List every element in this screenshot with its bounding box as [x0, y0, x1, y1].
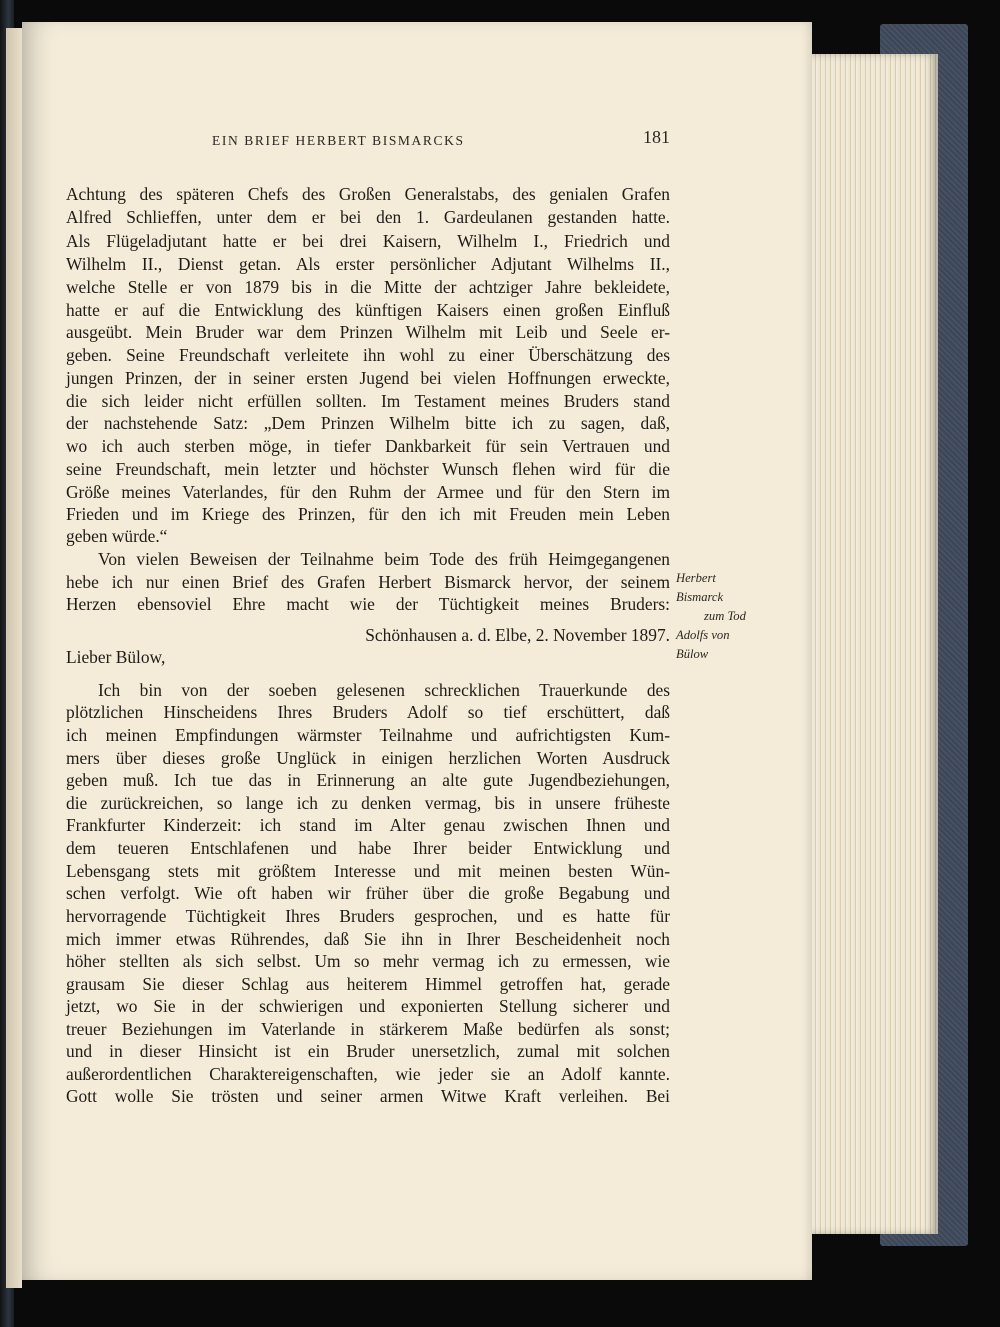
margin-note-line: Bismarck	[676, 590, 724, 604]
text-line: welche Stelle er von 1879 bis in die Mitte der achtziger Jahre bekleidete,	[66, 277, 670, 297]
text-line: Wilhelm II., Dienst getan. Als erster persönlicher Adjutant Wilhelms II.,	[66, 254, 670, 274]
text-line: Von vielen Beweisen der Teilnahme beim Tode des früh Heimgegangenen	[98, 549, 670, 569]
text-line: mers über dieses große Unglück in einigen herzlichen Worten Ausdruck	[66, 748, 670, 768]
text-line: ich meinen Empfindungen wärmster Teilnahme und aufrichtigsten Kum-	[66, 725, 670, 745]
text-line: hatte er auf die Entwicklung des künftigen Kaisers einen großen Einfluß	[66, 300, 670, 320]
text-line: Frieden und im Kriege des Prinzen, für den ich mit Freuden mein Leben	[66, 504, 670, 524]
text-line: Gott wolle Sie trösten und seiner armen Witwe Kraft verleihen. Bei	[66, 1086, 670, 1106]
margin-note-line: Bülow	[676, 647, 709, 661]
text-line: seine Freundschaft, mein letzter und höchster Wunsch flehen wird für die	[66, 459, 670, 479]
text-line: und in dieser Hinsicht ist ein Bruder unersetzlich, zumal mit solchen	[66, 1041, 670, 1061]
text-line: grausam Sie dieser Schlag aus heiterem Himmel getroffen hat, gerade	[66, 974, 670, 994]
text-line: Alfred Schlieffen, unter dem er bei den 1. Gardeulanen gestanden hatte.	[66, 207, 670, 227]
page-number: 181	[643, 127, 670, 147]
margin-note-line: zum Tod	[704, 609, 746, 623]
left-page-edge	[6, 28, 22, 1288]
text-line: außerordentlichen Charaktereigenschaften, wie jeder sie an Adolf kannte.	[66, 1064, 670, 1084]
text-line: plötzlichen Hinscheidens Ihres Bruders Adolf so tief erschüttert, daß	[66, 702, 670, 722]
text-line: ausgeübt. Mein Bruder war dem Prinzen Wilhelm mit Leib und Seele er-	[66, 322, 670, 342]
margin-note-line: Herbert	[676, 571, 716, 585]
text-line: die sich leider nicht erfüllen sollten. Im Testament meines Bruders stand	[66, 391, 670, 411]
running-header: EIN BRIEF HERBERT BISMARCKS	[212, 133, 465, 148]
text-line: der nachstehende Satz: „Dem Prinzen Wilhelm bitte ich zu sagen, daß,	[66, 413, 670, 433]
text-line: Frankfurter Kinderzeit: ich stand im Alter genau zwischen Ihnen und	[66, 815, 670, 835]
text-line: dem teueren Entschlafenen und habe Ihrer beider Entwicklung und	[66, 838, 670, 858]
margin-note-line: Adolfs von	[676, 628, 730, 642]
text-line: die zurückreichen, so lange ich zu denken vermag, bis in unsere früheste	[66, 793, 670, 813]
text-line: jetzt, wo Sie in der schwierigen und exponierten Stellung sicherer und	[66, 996, 670, 1016]
margin-note	[676, 569, 786, 664]
text-line: treuer Beziehungen im Vaterlande in stärkerem Maße bedürfen als sonst;	[66, 1019, 670, 1039]
text-line: Ich bin von der soeben gelesenen schrecklichen Trauerkunde des	[98, 680, 670, 700]
text-line: höher stellten als sich selbst. Um so mehr vermag ich zu ermessen, wie	[66, 951, 670, 971]
text-line: geben würde.“	[66, 526, 168, 546]
text-line: mich immer etwas Rührendes, daß Sie ihn in Ihrer Bescheidenheit noch	[66, 929, 670, 949]
text-line: hervorragende Tüchtigkeit Ihres Bruders gesprochen, und es hatte für	[66, 906, 670, 926]
text-line: Als Flügeladjutant hatte er bei drei Kaisern, Wilhelm I., Friedrich und	[66, 231, 670, 251]
letter-salutation: Lieber Bülow,	[66, 647, 166, 667]
page-block-edges	[808, 54, 938, 1234]
text-line: schen verfolgt. Wie oft haben wir früher über die große Begabung und	[66, 883, 670, 903]
text-line: jungen Prinzen, der in seiner ersten Jugend bei vielen Hoffnungen erweckte,	[66, 368, 670, 388]
letter-dateline: Schönhausen a. d. Elbe, 2. November 1897.	[365, 625, 670, 645]
text-line: Achtung des späteren Chefs des Großen Generalstabs, des genialen Grafen	[66, 184, 670, 204]
text-line: geben muß. Ich tue das in Erinnerung an alte gute Jugendbeziehungen,	[66, 770, 670, 790]
text-line: Lebensgang stets mit größtem Interesse und mit meinen besten Wün-	[66, 861, 670, 881]
text-line: Herzen ebensoviel Ehre macht wie der Tüchtigkeit meines Bruders:	[66, 594, 670, 614]
text-line: hebe ich nur einen Brief des Grafen Herbert Bismarck hervor, der seinem	[66, 572, 670, 592]
text-line: Größe meines Vaterlandes, für den Ruhm der Armee und für den Stern im	[66, 482, 670, 502]
text-line: geben. Seine Freundschaft verleitete ihn wohl zu einer Überschätzung des	[66, 345, 670, 365]
text-line: wo ich auch sterben möge, in tiefer Dankbarkeit für sein Vertrauen und	[66, 436, 670, 456]
